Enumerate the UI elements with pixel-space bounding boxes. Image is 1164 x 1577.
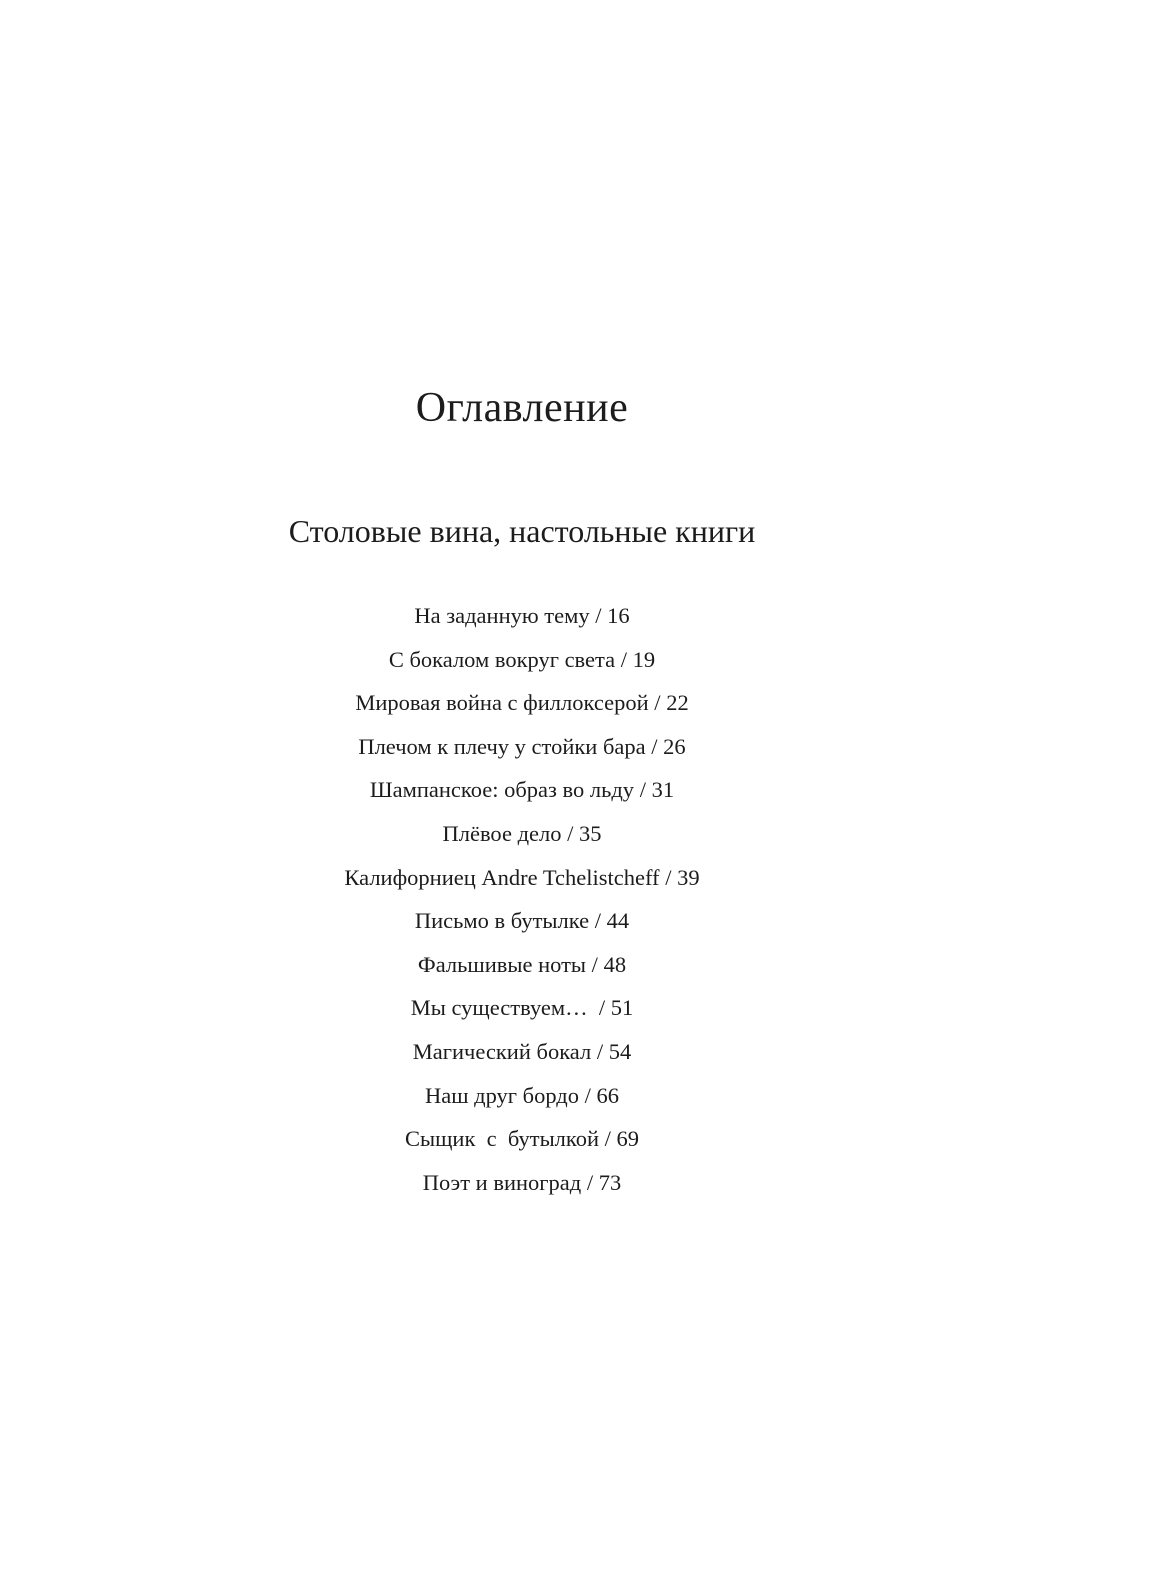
toc-entry (0, 1030, 1044, 1074)
toc-entry-page: 31 (651, 777, 675, 803)
toc-entry-title: Письмо в бутылке (414, 908, 590, 934)
toc-entry-title: На заданную тему (414, 603, 590, 628)
toc-entry-page: 69 (616, 1126, 640, 1152)
toc-entry-page: 66 (596, 1082, 620, 1108)
toc-entry (0, 638, 1044, 682)
toc-entry-page: 35 (579, 820, 602, 846)
toc-entry (0, 943, 1044, 987)
toc-entry-page: 16 (607, 603, 630, 628)
toc-separator: / (591, 1038, 609, 1064)
toc-separator: / (593, 995, 611, 1021)
toc-entry-page: 44 (606, 908, 630, 934)
toc-entry (0, 681, 1044, 725)
toc-entry-page: 48 (603, 951, 627, 977)
toc-entry (0, 1074, 1044, 1118)
toc-entry-title: Мы существуем… (410, 995, 594, 1021)
toc-separator: / (659, 864, 678, 890)
toc-entry (0, 768, 1044, 812)
toc-entry (0, 725, 1044, 769)
toc-entry-page: 26 (663, 733, 686, 759)
toc-entry-title: Плечом к плечу у стойки бара (358, 733, 646, 759)
toc-entry (0, 812, 1044, 856)
toc-entry-title: Шампанское: образ во льду (369, 777, 635, 803)
toc-entry (0, 856, 1044, 900)
section-title: Столовые вина, настольные книги (288, 513, 756, 549)
toc-separator: / (634, 777, 652, 803)
toc-separator: / (589, 603, 608, 628)
toc-separator: / (589, 908, 607, 934)
toc-entry-title: С бокалом вокруг света (388, 646, 616, 672)
toc-entry-page: 73 (598, 1169, 622, 1195)
toc-separator: / (579, 1082, 597, 1108)
toc-separator: / (599, 1126, 617, 1152)
toc-entry-page: 51 (610, 995, 634, 1021)
toc-entry-page: 22 (666, 690, 689, 716)
toc-entry-page: 39 (677, 864, 700, 890)
toc-separator: / (615, 646, 633, 672)
toc-list (0, 594, 1044, 1204)
toc-entry-title: Калифорниец Andre Tchelistcheff (344, 864, 660, 890)
toc-separator: / (648, 690, 667, 716)
toc-entry (0, 1117, 1044, 1161)
toc-separator: / (586, 951, 604, 977)
toc-entry (0, 986, 1044, 1030)
toc-entry-page: 54 (608, 1038, 632, 1064)
toc-entry-page: 19 (632, 646, 656, 672)
page-title: Оглавление (415, 385, 629, 431)
toc-separator: / (645, 733, 664, 759)
toc-entry (0, 899, 1044, 943)
toc-entry (0, 594, 1044, 638)
toc-entry-title: Наш друг бордо (424, 1082, 580, 1108)
toc-entry-title: Сыщик с бутылкой (404, 1126, 599, 1152)
toc-entry-title: Плёвое дело (442, 820, 562, 846)
toc-entry-title: Мировая война с филлоксерой (355, 690, 649, 716)
toc-entry-title: Магический бокал (412, 1038, 592, 1064)
toc-separator: / (581, 1169, 599, 1195)
toc-entry (0, 1161, 1044, 1205)
toc-entry-title: Фальшивые ноты (417, 951, 587, 977)
toc-entry-title: Поэт и виноград (422, 1169, 582, 1195)
toc-separator: / (561, 820, 579, 846)
